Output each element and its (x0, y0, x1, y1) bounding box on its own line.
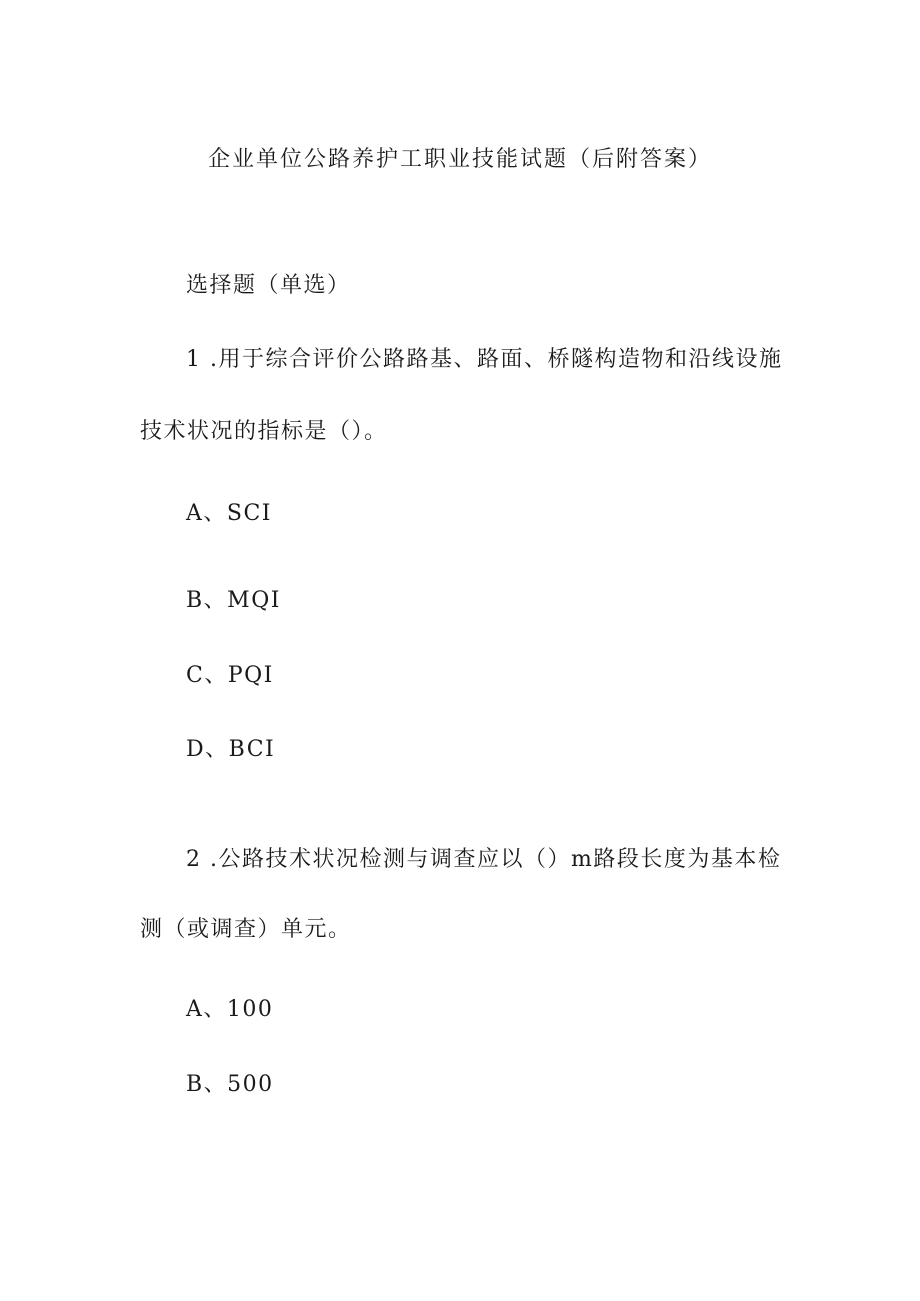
document-title: 企业单位公路养护工职业技能试题（后附答案） (207, 147, 712, 172)
question-1-text-line-1: 1 .用于综合评价公路路基、路面、桥隧构造物和沿线设施 (186, 347, 783, 372)
question-2-option-b: B、500 (186, 1072, 274, 1097)
question-1-option-b: B、MQI (186, 588, 281, 613)
question-1-option-d: D、BCI (186, 737, 276, 762)
question-2-text-line-1: 2 .公路技术状况检测与调查应以（）m路段长度为基本检 (186, 847, 782, 872)
section-heading: 选择题（单选） (186, 273, 351, 298)
question-2-option-a: A、100 (186, 997, 274, 1022)
question-1-option-c: C、PQI (186, 663, 274, 688)
question-1-text-line-2: 技术状况的指标是（）。 (140, 419, 388, 444)
question-2-text-line-2: 测（或调查）单元。 (140, 917, 352, 942)
question-1-option-a: A、SCI (186, 501, 272, 526)
